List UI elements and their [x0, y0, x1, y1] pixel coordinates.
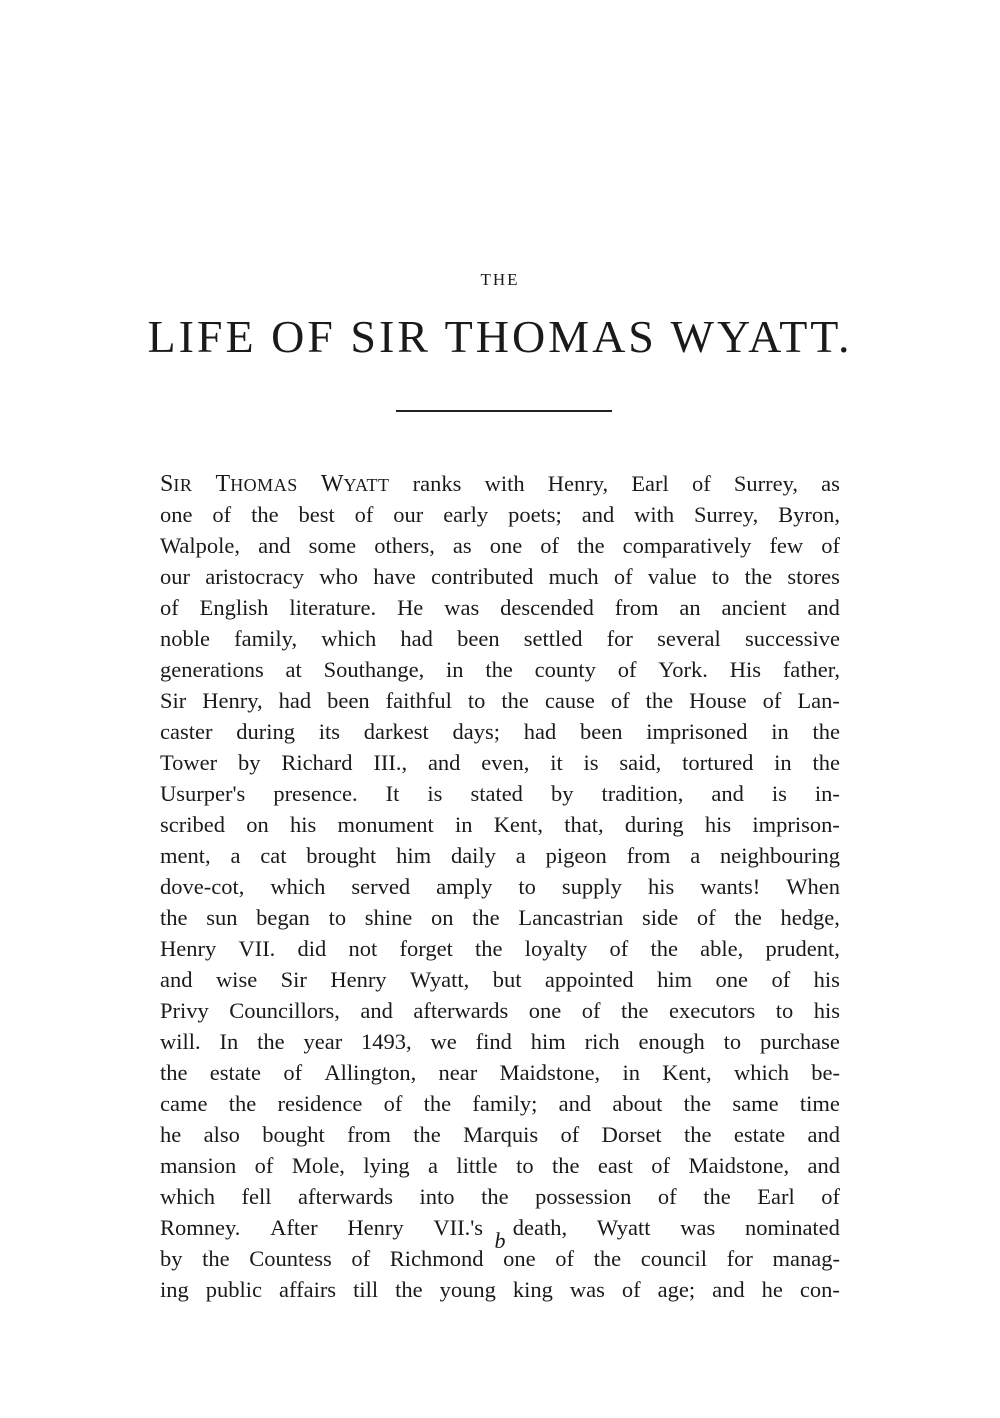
text-line: and wise Sir Henry Wyatt, but appointed him one of his: [160, 967, 840, 992]
text-line: Henry VII. did not forget the loyalty of the able, prudent,: [160, 936, 840, 961]
signature-mark: b: [494, 1228, 506, 1253]
text-line: one of the best of our early poets; and with Surrey, Byron,: [160, 502, 840, 527]
text-line: ment, a cat brought him daily a pigeon from a neighbouring: [160, 843, 840, 868]
text-line: Sir Henry, had been faithful to the cause of the House of Lan-: [160, 688, 840, 713]
small-caps-word: WYATT: [320, 471, 390, 497]
page-title: LIFE OF SIR THOMAS WYATT.: [147, 311, 853, 362]
text-line: Romney. After Henry VII.'s death, Wyatt was nominated: [160, 1215, 840, 1240]
text-line: came the residence of the family; and about the same time: [160, 1091, 840, 1116]
text-line: Usurper's presence. It is stated by tradition, and is in-: [160, 781, 840, 806]
text-line: SIR THOMAS WYATT ranks with Henry, Earl of Surrey, as: [160, 468, 840, 499]
text-line: noble family, which had been settled for several successive: [160, 626, 840, 651]
text-line: the sun began to shine on the Lancastrian side of the hedge,: [160, 905, 840, 930]
text-line: which fell afterwards into the possession of the Earl of: [160, 1184, 840, 1209]
small-caps-word: SIR: [160, 471, 193, 497]
text-line: scribed on his monument in Kent, that, during his imprison-: [160, 812, 840, 837]
text-line: by the Countess of Richmond one of the council for manag-: [160, 1246, 840, 1271]
heading-small: THE: [480, 270, 520, 289]
text-line: Walpole, and some others, as one of the comparatively few of: [160, 533, 840, 558]
body-paragraph: [160, 468, 840, 1305]
text-line: he also bought from the Marquis of Dorset the estate and: [160, 1122, 840, 1147]
text-line: caster during its darkest days; had been imprisoned in the: [160, 719, 840, 744]
text-line: the estate of Allington, near Maidstone, in Kent, which be-: [160, 1060, 840, 1085]
small-caps-word: THOMAS: [215, 471, 298, 497]
text-line: generations at Southange, in the county of York. His father,: [160, 657, 840, 682]
text-line: of English literature. He was descended from an ancient and: [160, 595, 840, 620]
text-line: Privy Councillors, and afterwards one of the executors to his: [160, 998, 840, 1023]
text-line: our aristocracy who have contributed much of value to the stores: [160, 564, 840, 589]
text-line: Tower by Richard III., and even, it is said, tortured in the: [160, 750, 840, 775]
text-line: mansion of Mole, lying a little to the east of Maidstone, and: [160, 1153, 840, 1178]
title-divider: [396, 410, 612, 412]
text-line: will. In the year 1493, we find him rich enough to purchase: [160, 1029, 840, 1054]
text-line: ing public affairs till the young king was of age; and he con-: [160, 1277, 840, 1302]
text-line: dove-cot, which served amply to supply his wants! When: [160, 874, 840, 899]
